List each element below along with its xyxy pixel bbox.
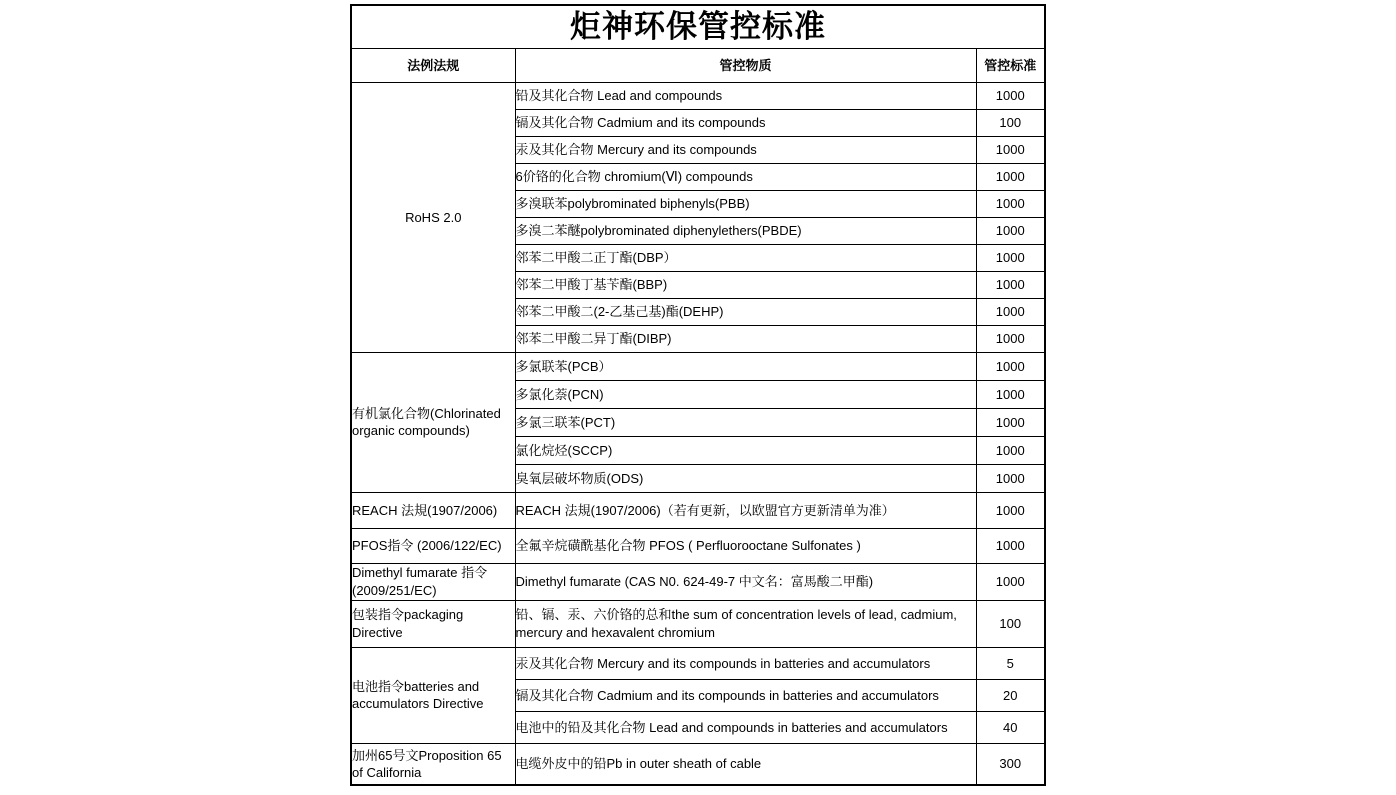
substance-cell: 镉及其化合物 Cadmium and its compounds: [515, 109, 976, 136]
standard-value-cell: 1000: [976, 82, 1045, 109]
standard-value-cell: 1000: [976, 380, 1045, 408]
standard-value-cell: 100: [976, 600, 1045, 647]
law-cell: 有机氯化合物(Chlorinated organic compounds): [351, 352, 515, 492]
standard-value-cell: 1000: [976, 436, 1045, 464]
standard-value-cell: 300: [976, 743, 1045, 785]
standard-value-cell: 1000: [976, 244, 1045, 271]
substance-cell: 邻苯二甲酸二异丁酯(DIBP): [515, 325, 976, 352]
standard-value-cell: 1000: [976, 325, 1045, 352]
standard-value-cell: 20: [976, 679, 1045, 711]
substance-cell: 氯化烷烃(SCCP): [515, 436, 976, 464]
standard-value-cell: 1000: [976, 464, 1045, 492]
substance-cell: 铅、镉、汞、六价铬的总和the sum of concentration levels of lead, cadmium, mercury and hexavalent chromium: [515, 600, 976, 647]
substance-cell: 邻苯二甲酸二(2-乙基己基)酯(DEHP): [515, 298, 976, 325]
standard-value-cell: 1000: [976, 563, 1045, 600]
header-row: [351, 48, 1045, 82]
substance-cell: 镉及其化合物 Cadmium and its compounds in batteries and accumulators: [515, 679, 976, 711]
substance-cell: 铅及其化合物 Lead and compounds: [515, 82, 976, 109]
substance-cell: 邻苯二甲酸二正丁酯(DBP）: [515, 244, 976, 271]
substance-cell: 邻苯二甲酸丁基苄酯(BBP): [515, 271, 976, 298]
substance-cell: 多溴二苯醚polybrominated diphenylethers(PBDE): [515, 217, 976, 244]
substance-cell: 臭氧层破坏物质(ODS): [515, 464, 976, 492]
standard-value-cell: 1000: [976, 298, 1045, 325]
substance-cell: 汞及其化合物 Mercury and its compounds in batteries and accumulators: [515, 647, 976, 679]
table-row: [351, 352, 1045, 380]
table-row: [351, 528, 1045, 563]
table-row: [351, 82, 1045, 109]
standard-value-cell: 1000: [976, 271, 1045, 298]
column-header-standard: 管控标准: [976, 48, 1045, 82]
law-cell: 加州65号文Proposition 65 of California: [351, 743, 515, 785]
substance-cell: 多氯联苯(PCB）: [515, 352, 976, 380]
substance-cell: 电缆外皮中的铅Pb in outer sheath of cable: [515, 743, 976, 785]
substance-cell: 6价铬的化合物 chromium(Ⅵ) compounds: [515, 163, 976, 190]
table-body: [351, 82, 1045, 785]
standard-value-cell: 100: [976, 109, 1045, 136]
law-cell: Dimethyl fumarate 指令 (2009/251/EC): [351, 563, 515, 600]
standard-value-cell: 1000: [976, 352, 1045, 380]
substance-cell: 多氯化萘(PCN): [515, 380, 976, 408]
law-cell: PFOS指令 (2006/122/EC): [351, 528, 515, 563]
standards-table: [350, 4, 1046, 786]
column-header-substance: 管控物质: [515, 48, 976, 82]
document-title: 炬神环保管控标准: [351, 5, 1045, 48]
substance-cell: Dimethyl fumarate (CAS N0. 624-49-7 中文名：富馬酸二甲酯): [515, 563, 976, 600]
standard-value-cell: 1000: [976, 190, 1045, 217]
law-cell: RoHS 2.0: [351, 82, 515, 352]
substance-cell: 全氟辛烷磺酰基化合物 PFOS ( Perfluorooctane Sulfonates ): [515, 528, 976, 563]
standard-value-cell: 1000: [976, 528, 1045, 563]
law-cell: REACH 法規(1907/2006): [351, 492, 515, 528]
substance-cell: 多溴联苯polybrominated biphenyls(PBB): [515, 190, 976, 217]
title-row: [351, 5, 1045, 48]
standard-value-cell: 1000: [976, 492, 1045, 528]
column-header-law: 法例法规: [351, 48, 515, 82]
standard-value-cell: 5: [976, 647, 1045, 679]
table-row: [351, 492, 1045, 528]
substance-cell: 汞及其化合物 Mercury and its compounds: [515, 136, 976, 163]
standard-value-cell: 1000: [976, 217, 1045, 244]
standard-value-cell: 1000: [976, 408, 1045, 436]
standard-value-cell: 1000: [976, 163, 1045, 190]
law-cell: 电池指令batteries and accumulators Directive: [351, 647, 515, 743]
table-row: [351, 563, 1045, 600]
substance-cell: 电池中的铅及其化合物 Lead and compounds in batteries and accumulators: [515, 711, 976, 743]
table-row: [351, 743, 1045, 785]
substance-cell: 多氯三联苯(PCT): [515, 408, 976, 436]
substance-cell: REACH 法規(1907/2006)（若有更新，以欧盟官方更新清单为准）: [515, 492, 976, 528]
table-row: [351, 600, 1045, 647]
standard-value-cell: 40: [976, 711, 1045, 743]
law-cell: 包装指令packaging Directive: [351, 600, 515, 647]
standard-value-cell: 1000: [976, 136, 1045, 163]
table-row: [351, 647, 1045, 679]
